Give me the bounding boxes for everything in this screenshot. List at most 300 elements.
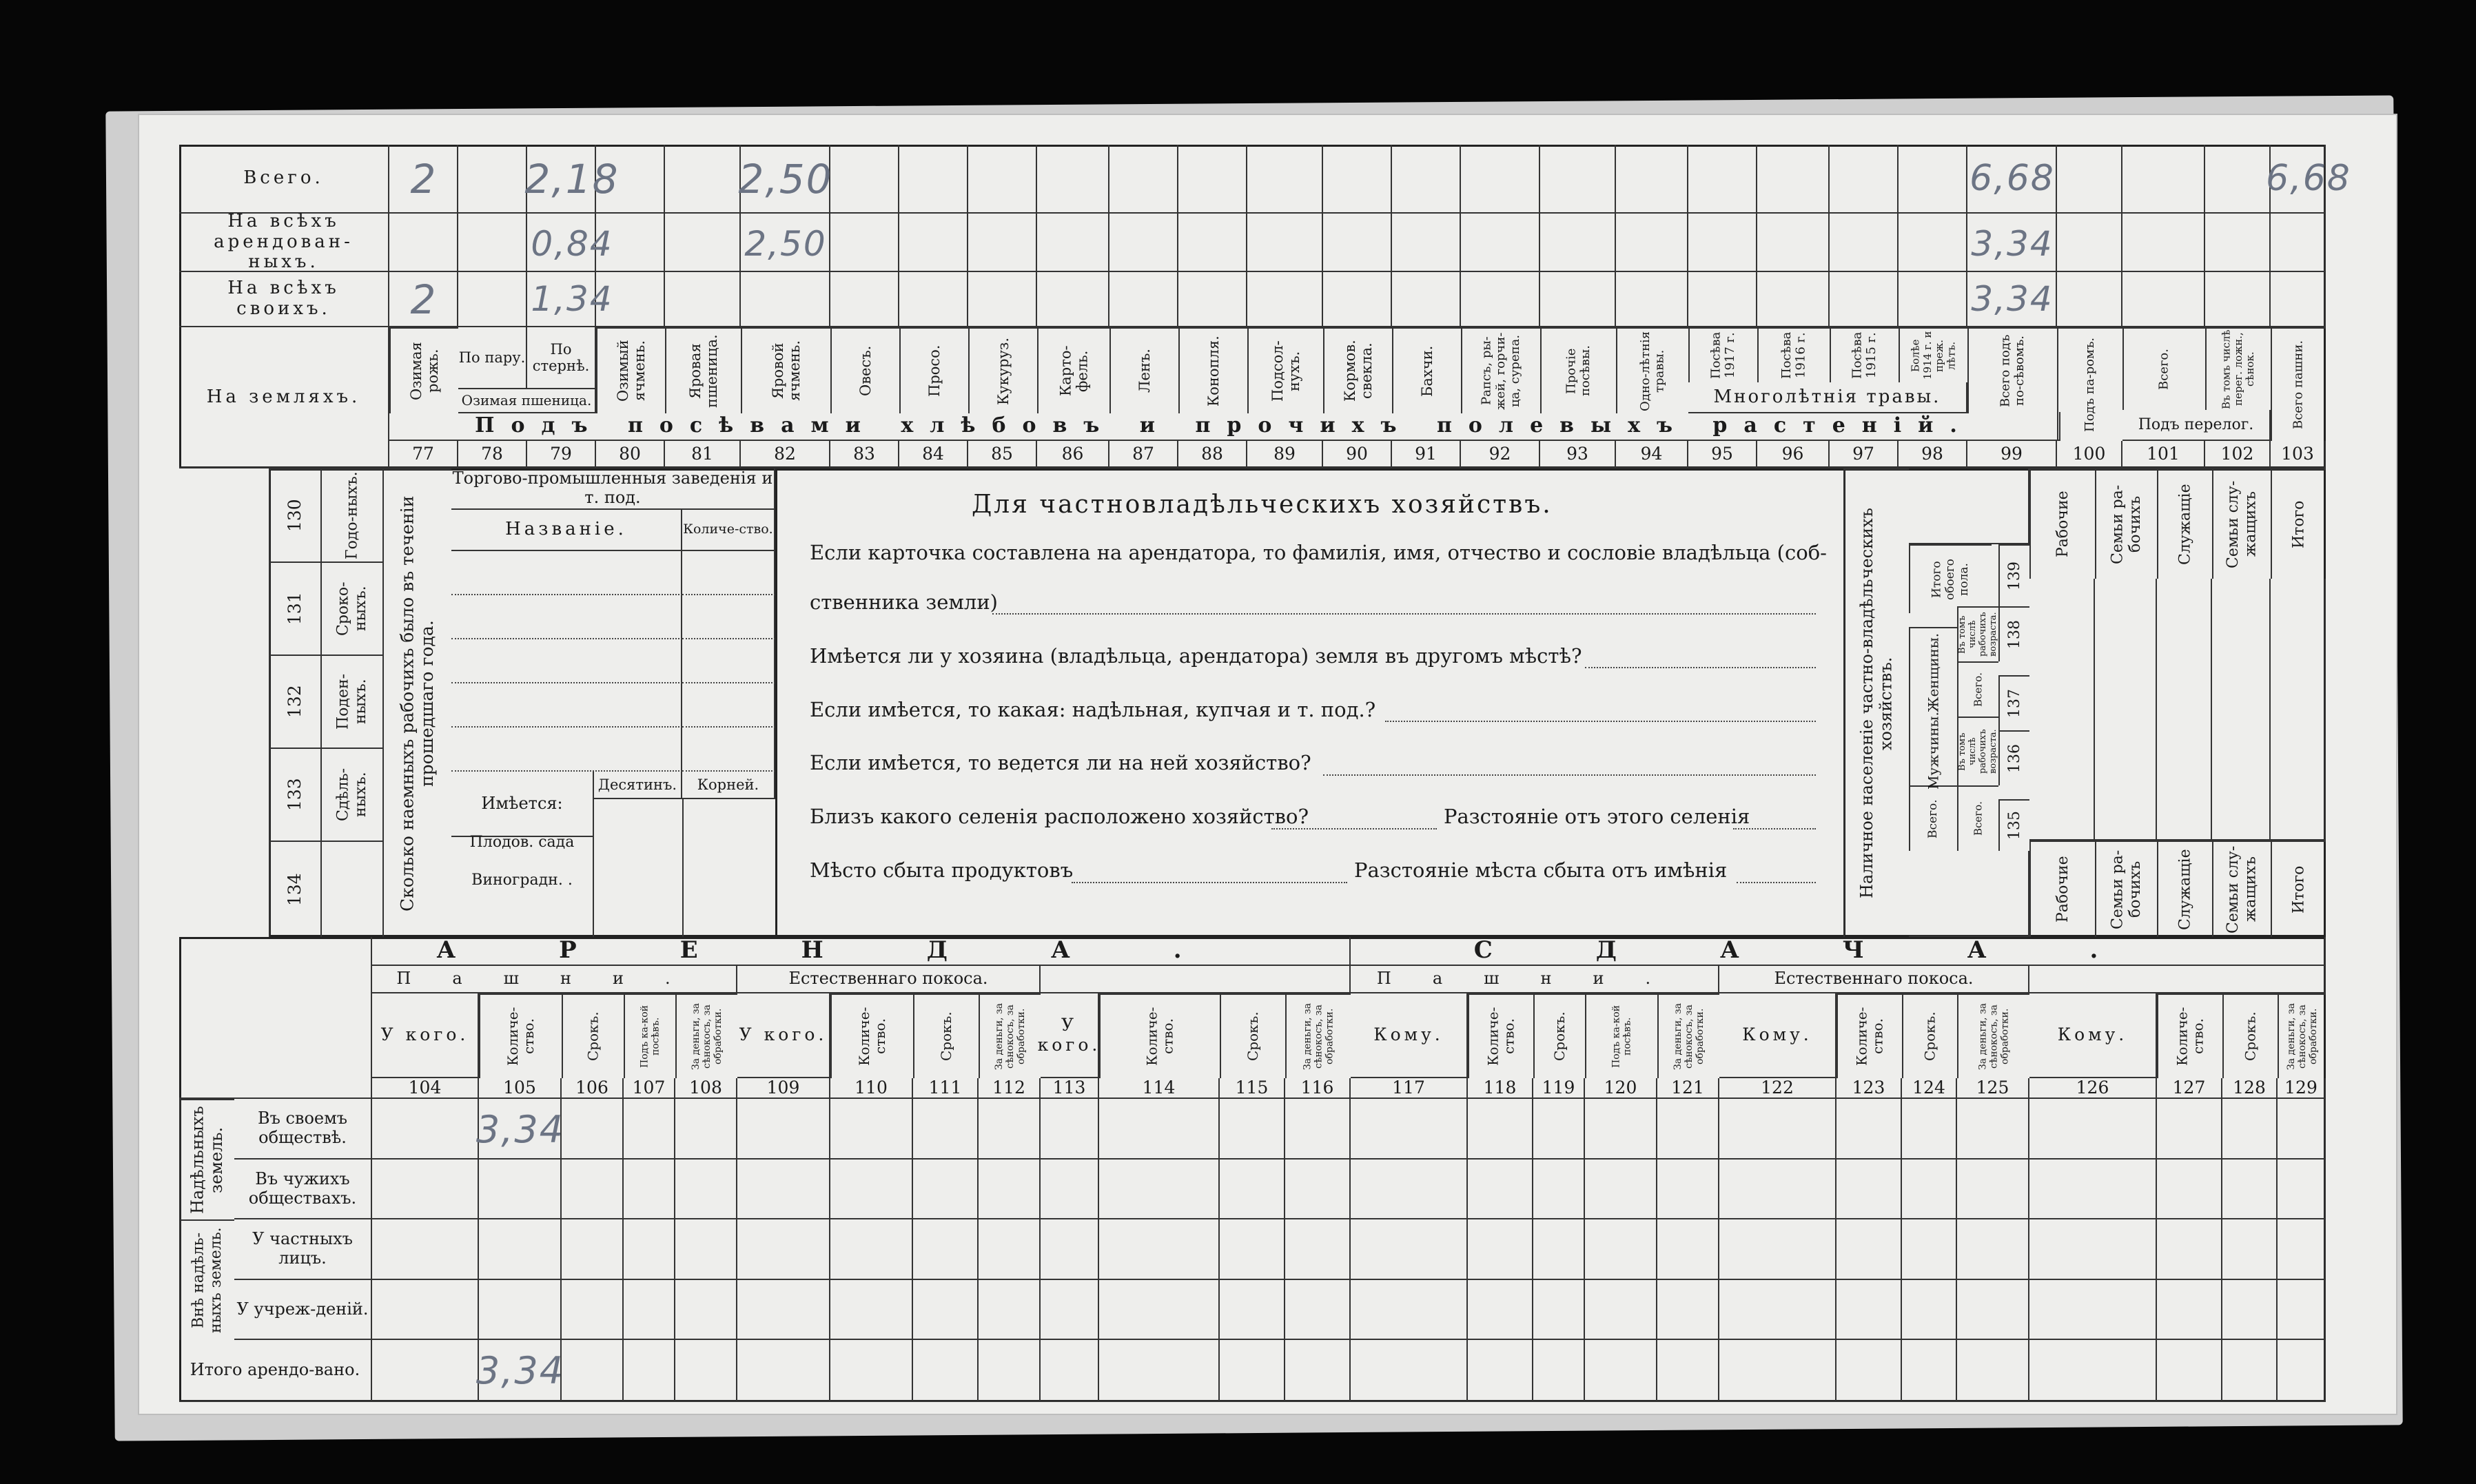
top-cell[interactable] (1616, 145, 1688, 214)
lease-cell[interactable] (1902, 1280, 1957, 1340)
column-number: 92 (1461, 441, 1540, 468)
lease-cell[interactable] (1220, 1219, 1285, 1280)
top-cell[interactable] (968, 272, 1037, 327)
lease-column-number: 107 (624, 1078, 675, 1099)
lease-cell[interactable] (1719, 1340, 1836, 1402)
top-cell[interactable] (458, 145, 527, 214)
top-cell[interactable] (1540, 214, 1616, 272)
row-private: У частныхъ лицъ. (234, 1219, 372, 1280)
lease-cell[interactable] (2157, 1160, 2222, 1219)
lease-cell[interactable] (1468, 1219, 1533, 1280)
top-cell[interactable] (1461, 145, 1540, 214)
answer-market-line[interactable] (1072, 882, 1347, 883)
lease-cell[interactable] (2029, 1219, 2157, 1280)
lease-cell[interactable] (2222, 1219, 2278, 1280)
lease-cell[interactable] (1468, 1099, 1533, 1160)
lease-cell[interactable] (2278, 1340, 2326, 1402)
top-cell[interactable] (1540, 272, 1616, 327)
lease-cell[interactable] (913, 1340, 979, 1402)
lease-cell[interactable] (2029, 1340, 2157, 1402)
lease-cell[interactable] (979, 1340, 1041, 1402)
lease-cell[interactable] (830, 1340, 913, 1402)
trade-qty-header: Количе-ство. (682, 510, 775, 551)
lease-cell[interactable] (1041, 1219, 1099, 1280)
top-cell[interactable] (2205, 214, 2271, 272)
lease-cell[interactable] (2278, 1160, 2326, 1219)
top-cell[interactable] (1037, 214, 1109, 272)
lease-cell[interactable] (737, 1280, 830, 1340)
lease-cell[interactable] (1719, 1099, 1836, 1160)
lease-cell[interactable] (1533, 1099, 1585, 1160)
lease-cell[interactable] (1041, 1099, 1099, 1160)
lease-cell[interactable] (675, 1280, 737, 1340)
population-men-label: Мужчины. (1909, 717, 1957, 785)
top-cell[interactable] (1392, 145, 1461, 214)
trade-qty-cell[interactable] (682, 551, 775, 595)
lease-cell[interactable] (1657, 1340, 1719, 1402)
top-cell[interactable] (458, 272, 527, 327)
lease-cell[interactable] (562, 1219, 624, 1280)
lease-cell[interactable] (1351, 1219, 1468, 1280)
top-cell[interactable] (1323, 145, 1392, 214)
crop-header: Подъ па-ромъ. (2057, 327, 2122, 441)
lease-cell[interactable] (1285, 1280, 1351, 1340)
lease-cell[interactable] (979, 1280, 1041, 1340)
lease-cell[interactable] (1957, 1099, 2029, 1160)
top-cell[interactable] (1392, 272, 1461, 327)
top-cell[interactable] (1899, 145, 1967, 214)
top-cell[interactable] (1323, 214, 1392, 272)
lease-cell[interactable] (2029, 1099, 2157, 1160)
lease-cell[interactable] (1836, 1099, 1902, 1160)
trade-title: Торгово-промышленныя заведенія и т. под. (451, 468, 775, 510)
top-cell[interactable] (2057, 145, 2122, 214)
lease-cell[interactable] (2157, 1099, 2222, 1160)
answer-market-distance-line[interactable] (1737, 882, 1816, 883)
question-farming: Если имѣется, то ведется ли на ней хозяйство? (810, 751, 1311, 774)
lease-cell[interactable] (1585, 1160, 1657, 1219)
column-number: 86 (1037, 441, 1109, 468)
crop-header: По стернѣ. (527, 327, 596, 389)
column-number: 78 (458, 441, 527, 468)
lease-column-header: У кого. (737, 993, 830, 1078)
lease-cell[interactable] (624, 1219, 675, 1280)
lease-cell[interactable] (2157, 1219, 2222, 1280)
lease-cell[interactable] (479, 1280, 562, 1340)
lease-cell[interactable] (979, 1219, 1041, 1280)
trade-name-cell[interactable] (451, 551, 682, 595)
top-cell[interactable] (1899, 214, 1967, 272)
lease-cell[interactable] (1585, 1219, 1657, 1280)
top-cell[interactable] (665, 145, 741, 214)
lease-cell[interactable] (737, 1160, 830, 1219)
top-cell[interactable] (1757, 145, 1830, 214)
lease-cell[interactable] (1220, 1340, 1285, 1402)
top-cell[interactable] (1247, 145, 1323, 214)
lease-cell[interactable] (830, 1280, 913, 1340)
top-cell[interactable] (1899, 272, 1967, 327)
top-cell[interactable] (1757, 214, 1830, 272)
lease-cell[interactable] (2222, 1340, 2278, 1402)
top-cell[interactable] (1830, 272, 1899, 327)
lease-cell[interactable] (1957, 1280, 2029, 1340)
lease-cell[interactable] (562, 1099, 624, 1160)
lease-cell[interactable] (1220, 1160, 1285, 1219)
lease-column-header: Количе-ство. (1099, 993, 1220, 1078)
top-cell[interactable] (1037, 272, 1109, 327)
lease-cell[interactable] (1719, 1219, 1836, 1280)
allotment-lands-label: Надѣльныхъ земель. (179, 1099, 234, 1219)
lease-cell[interactable] (1351, 1160, 1468, 1219)
top-cell[interactable] (2271, 272, 2326, 327)
lease-column-number: 109 (737, 1078, 830, 1099)
lease-cell[interactable] (1099, 1280, 1220, 1340)
household-cell[interactable] (2212, 579, 2271, 841)
lease-cell[interactable] (1836, 1280, 1902, 1340)
lease-column-header: За деньги, за сѣнокосъ, за обработки. (675, 993, 737, 1078)
top-cell[interactable] (1109, 272, 1178, 327)
lease-cell[interactable] (1836, 1160, 1902, 1219)
top-cell[interactable] (1247, 272, 1323, 327)
lease-cell[interactable] (1533, 1280, 1585, 1340)
top-cell[interactable] (1461, 272, 1540, 327)
worker-type-label: Поден-ныхъ. (320, 655, 382, 748)
household-header: Семьи ра-бочихъ (2095, 468, 2157, 579)
top-cell[interactable] (1757, 272, 1830, 327)
top-cell[interactable] (1688, 145, 1757, 214)
lease-cell[interactable] (1957, 1160, 2029, 1219)
lease-cell[interactable] (624, 1160, 675, 1219)
question-village: Близъ какого селенія расположено хозяйство? (810, 805, 1309, 828)
top-cell[interactable] (2057, 214, 2122, 272)
top-cell[interactable] (899, 145, 968, 214)
lease-cell[interactable] (624, 1340, 675, 1402)
lease-cell[interactable] (675, 1160, 737, 1219)
hw-total-far: 6,68 (2266, 158, 2351, 200)
top-cell[interactable] (2057, 272, 2122, 327)
column-number: 80 (596, 441, 665, 468)
top-cell[interactable] (1178, 145, 1247, 214)
lease-cell[interactable] (1902, 1099, 1957, 1160)
top-cell[interactable] (1688, 272, 1757, 327)
top-cell[interactable] (830, 214, 899, 272)
top-cell[interactable] (1109, 145, 1178, 214)
household-cell[interactable] (2271, 579, 2326, 841)
lease-column-number: 125 (1957, 1078, 2029, 1099)
lease-column-header: За деньги, за сѣнокосъ, за обработки. (1285, 993, 1351, 1078)
top-cell[interactable] (968, 145, 1037, 214)
lease-cell[interactable] (1585, 1280, 1657, 1340)
lease-cell[interactable] (479, 1160, 562, 1219)
column-number: 87 (1109, 441, 1178, 468)
crop-header: По пару. (458, 327, 527, 389)
population-women-label: Женщины. (1909, 627, 1957, 717)
trade-qty-cell[interactable] (682, 595, 775, 639)
lease-cell[interactable] (1836, 1340, 1902, 1402)
trade-qty-cell[interactable] (682, 683, 775, 728)
top-cell[interactable] (830, 272, 899, 327)
lease-cell[interactable] (1902, 1340, 1957, 1402)
top-cell[interactable] (2271, 214, 2326, 272)
lease-cell[interactable] (1041, 1340, 1099, 1402)
top-cell[interactable] (2122, 145, 2205, 214)
lease-cell[interactable] (2278, 1099, 2326, 1160)
top-cell[interactable] (458, 214, 527, 272)
lease-column-number: 113 (1041, 1078, 1099, 1099)
lease-cell[interactable] (1657, 1160, 1719, 1219)
lease-cell[interactable] (372, 1219, 479, 1280)
top-cell[interactable] (968, 214, 1037, 272)
lease-column-number: 108 (675, 1078, 737, 1099)
lease-cell[interactable] (1719, 1280, 1836, 1340)
top-cell[interactable] (830, 145, 899, 214)
top-cell[interactable] (1461, 214, 1540, 272)
lease-column-number: 121 (1657, 1078, 1719, 1099)
top-cell[interactable] (899, 214, 968, 272)
answer-village-line[interactable] (1271, 828, 1437, 829)
household-cell[interactable] (2095, 579, 2157, 841)
top-cell[interactable] (1616, 272, 1688, 327)
lease-cell[interactable] (1657, 1219, 1719, 1280)
top-cell[interactable] (1540, 145, 1616, 214)
lease-cell[interactable] (1585, 1340, 1657, 1402)
column-number: 88 (1178, 441, 1247, 468)
lease-cell[interactable] (1220, 1099, 1285, 1160)
top-cell[interactable] (1830, 214, 1899, 272)
vineyard-label: Виноградн. . (471, 871, 573, 889)
lease-cell[interactable] (913, 1160, 979, 1219)
top-cell[interactable] (1109, 214, 1178, 272)
lease-cell[interactable] (2278, 1280, 2326, 1340)
trade-qty-cell[interactable] (682, 639, 775, 683)
trade-name-cell[interactable] (451, 728, 682, 772)
lease-cell[interactable] (1533, 1219, 1585, 1280)
lease-cell[interactable] (1657, 1280, 1719, 1340)
lease-cell[interactable] (1285, 1099, 1351, 1160)
lease-cell[interactable] (1351, 1099, 1468, 1160)
top-cell[interactable] (1037, 145, 1109, 214)
lease-cell[interactable] (675, 1099, 737, 1160)
lease-cell[interactable] (562, 1340, 624, 1402)
crop-header: Кукуруз. (968, 327, 1037, 413)
lease-cell[interactable] (1585, 1099, 1657, 1160)
lease-cell[interactable] (1285, 1160, 1351, 1219)
lease-cell[interactable] (1220, 1280, 1285, 1340)
lease-column-header: Срокъ. (562, 993, 624, 1078)
lease-cell[interactable] (2029, 1160, 2157, 1219)
lease-cell[interactable] (2157, 1280, 2222, 1340)
lease-column-number: 110 (830, 1078, 913, 1099)
row-other-community: Въ чужихъ обществахъ. (234, 1160, 372, 1219)
trade-name-cell[interactable] (451, 639, 682, 683)
sublease-title: СДАЧА. (1351, 937, 2326, 966)
column-number: 94 (1616, 441, 1688, 468)
crop-header: Въ томъ числѣ перег. ложн., сѣнок. (2205, 327, 2271, 410)
lease-cell[interactable] (2222, 1099, 2278, 1160)
winter-wheat-caption: Озимая пшеница. (458, 389, 596, 413)
top-cell[interactable] (1178, 272, 1247, 327)
top-cell[interactable] (1830, 145, 1899, 214)
column-number: 90 (1323, 441, 1392, 468)
top-cell[interactable] (1178, 214, 1247, 272)
lease-cell[interactable] (1657, 1099, 1719, 1160)
lease-column-header: Подъ ка-кой посѣвъ. (624, 993, 675, 1078)
lease-cell[interactable] (562, 1280, 624, 1340)
lease-cell[interactable] (1099, 1099, 1220, 1160)
lease-cell[interactable] (1468, 1340, 1533, 1402)
lease-cell[interactable] (1468, 1160, 1533, 1219)
lease-cell[interactable] (372, 1340, 479, 1402)
row-label-own: На всѣхъ своихъ. (179, 272, 389, 327)
column-number: 93 (1540, 441, 1616, 468)
trade-divider-3 (775, 468, 777, 937)
top-cell[interactable] (389, 214, 458, 272)
lease-column-header: Количе-ство. (830, 993, 913, 1078)
lease-cell[interactable] (1099, 1340, 1220, 1402)
column-number: 100 (2057, 441, 2122, 468)
lease-cell[interactable] (1099, 1219, 1220, 1280)
lease-cell[interactable] (830, 1099, 913, 1160)
lease-cell[interactable] (913, 1099, 979, 1160)
lease-cell[interactable] (1719, 1160, 1836, 1219)
lease-cell[interactable] (2157, 1340, 2222, 1402)
lease-column-number: 104 (372, 1078, 479, 1099)
lease-cell[interactable] (675, 1219, 737, 1280)
lease-column-header: Срокъ. (1902, 993, 1957, 1078)
hw-total-barley: 2,50 (738, 155, 833, 203)
lease-cell[interactable] (479, 1219, 562, 1280)
lease-column-number: 117 (1351, 1078, 1468, 1099)
answer-owner-line[interactable] (992, 613, 1816, 615)
population-men-total: Всего. (1957, 785, 1998, 851)
lease-cell[interactable] (1836, 1219, 1902, 1280)
lease-cell[interactable] (624, 1280, 675, 1340)
worker-column-number: 133 (269, 748, 320, 841)
lease-cell[interactable] (1099, 1160, 1220, 1219)
top-cell[interactable] (1247, 214, 1323, 272)
lease-cell[interactable] (979, 1160, 1041, 1219)
answer-village-distance-line[interactable] (1733, 828, 1816, 829)
lease-cell[interactable] (1285, 1219, 1351, 1280)
row-label-rented: На всѣхъ арендован-ныхъ. (179, 214, 389, 272)
orchard-label: Плодов. сада (469, 833, 575, 851)
lease-cell[interactable] (2222, 1280, 2278, 1340)
lease-cell[interactable] (830, 1219, 913, 1280)
lease-cell[interactable] (1468, 1280, 1533, 1340)
lease-cell[interactable] (830, 1160, 913, 1219)
trade-name-cell[interactable] (451, 683, 682, 728)
lease-cell[interactable] (2222, 1160, 2278, 1219)
top-cell[interactable] (2122, 272, 2205, 327)
top-cell[interactable] (2205, 145, 2271, 214)
lease-cell[interactable] (675, 1340, 737, 1402)
lease-cell[interactable] (2029, 1280, 2157, 1340)
population-blank[interactable] (1909, 851, 2029, 937)
lease-column-header: Количе-ство. (1836, 993, 1902, 1078)
lease-cell[interactable] (1533, 1160, 1585, 1219)
top-cell[interactable] (1323, 272, 1392, 327)
household-footer: Семьи слу-жащихъ (2212, 841, 2271, 937)
lease-cell[interactable] (1957, 1340, 2029, 1402)
lease-cell[interactable] (1533, 1340, 1585, 1402)
lease-cell[interactable] (624, 1099, 675, 1160)
lease-cell[interactable] (737, 1340, 830, 1402)
crop-header: Всего. (2122, 327, 2205, 410)
lease-cell[interactable] (1902, 1219, 1957, 1280)
answer-land-type-line[interactable] (1385, 721, 1816, 722)
top-cell[interactable] (1392, 214, 1461, 272)
lease-cell[interactable] (1902, 1160, 1957, 1219)
top-cell[interactable] (665, 214, 741, 272)
lease-column-number: 129 (2278, 1078, 2326, 1099)
population-total-men: Всего. (1909, 785, 1957, 851)
top-cell[interactable] (1616, 214, 1688, 272)
crop-header: Рапсъ, ры-жей, горчи-ца, сурепа. (1461, 327, 1540, 413)
lease-cell[interactable] (737, 1219, 830, 1280)
trade-qty-cell[interactable] (682, 728, 775, 772)
lease-cell[interactable] (372, 1099, 479, 1160)
crop-header: Овесъ. (830, 327, 899, 413)
lease-cell[interactable] (1351, 1340, 1468, 1402)
top-cell[interactable] (1688, 214, 1757, 272)
crop-header: Ленъ. (1109, 327, 1178, 413)
question-owner-cont: ственника земли) (810, 590, 998, 614)
hw-lease-total: 3,34 (475, 1348, 565, 1392)
sown-banner: Подъ посѣвами хлѣбовъ и прочихъ полевыхъ растеній. (389, 412, 2060, 441)
worker-column-number: 134 (269, 841, 320, 937)
question-owner: Если карточка составлена на арендатора, то фамилія, имя, отчество и сословіе владѣльца (соб- (810, 541, 1827, 564)
lease-cell[interactable] (1351, 1280, 1468, 1340)
lease-cell[interactable] (1041, 1160, 1099, 1219)
hw-rented-barley: 2,50 (744, 224, 827, 265)
household-header: Семьи слу-жащихъ (2212, 468, 2271, 579)
lease-column-number: 116 (1285, 1078, 1351, 1099)
crop-header: Подсол-нухъ. (1247, 327, 1323, 413)
lease-cell[interactable] (913, 1219, 979, 1280)
top-cell[interactable] (2122, 214, 2205, 272)
lease-column-number: 127 (2157, 1078, 2222, 1099)
answer-farming-line[interactable] (1323, 774, 1816, 776)
top-cell[interactable] (899, 272, 968, 327)
trade-name-header: Названіе. (451, 510, 682, 551)
top-cell[interactable] (2205, 272, 2271, 327)
population-top-blank (1909, 468, 2029, 544)
lease-cell[interactable] (1957, 1219, 2029, 1280)
lease-cell[interactable] (913, 1280, 979, 1340)
lease-cell[interactable] (562, 1160, 624, 1219)
lease-title: АРЕНДА. (372, 937, 1351, 966)
lease-cell[interactable] (2278, 1219, 2326, 1280)
lease-cell[interactable] (737, 1099, 830, 1160)
top-cell[interactable] (741, 272, 830, 327)
top-cell[interactable] (665, 272, 741, 327)
worker-type-label: Годо-ныхъ. (320, 468, 382, 561)
column-number: 103 (2271, 441, 2326, 468)
household-cell[interactable] (2157, 579, 2212, 841)
lease-cell[interactable] (372, 1280, 479, 1340)
lease-cell[interactable] (1285, 1340, 1351, 1402)
crop-header: Озимая рожь. (389, 327, 458, 413)
lease-cell[interactable] (979, 1099, 1041, 1160)
trade-name-cell[interactable] (451, 595, 682, 639)
hw-rented-fallow: 0,84 (531, 224, 613, 265)
lease-column-number: 112 (979, 1078, 1041, 1099)
answer-other-land-line[interactable] (1585, 667, 1816, 668)
lease-cell[interactable] (1041, 1280, 1099, 1340)
lease-corner (179, 937, 372, 1099)
lease-cell[interactable] (372, 1160, 479, 1219)
household-cell[interactable] (2029, 579, 2095, 841)
